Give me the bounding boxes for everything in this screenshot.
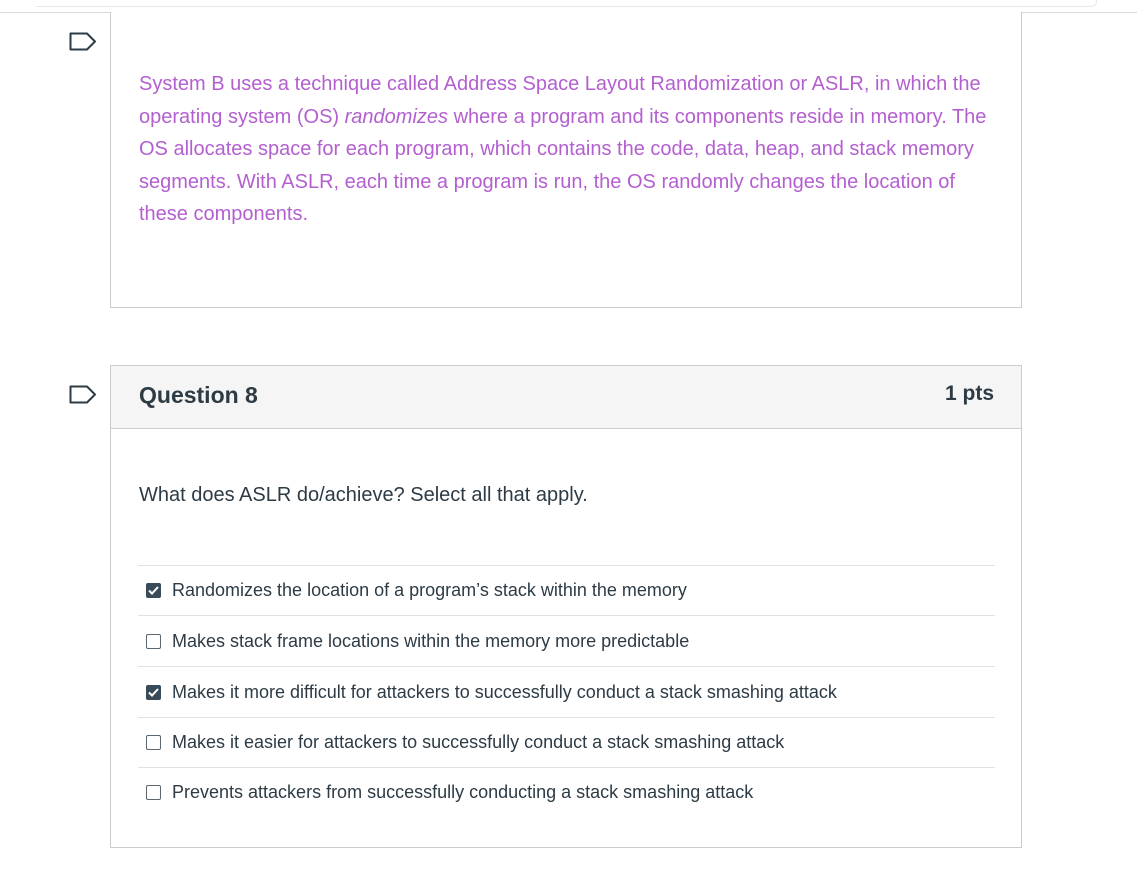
answer-checkbox[interactable] [146,735,161,750]
flag-question-icon[interactable] [69,32,97,51]
answer-label: Prevents attackers from successfully conducting a stack smashing attack [172,782,754,802]
answer-option[interactable] [138,615,995,666]
question-card [110,365,1022,848]
flag-question-8-icon[interactable] [69,385,97,404]
answer-checkbox[interactable] [146,583,161,598]
checkmark-icon [148,688,159,697]
answer-label: Makes it easier for attackers to successfully conduct a stack smashing attack [172,732,785,752]
intro-emphasis: randomizes [344,105,449,128]
answer-option[interactable] [138,717,995,767]
answer-option[interactable] [138,767,995,817]
answer-list [138,565,995,817]
answer-option[interactable] [138,565,995,615]
text-block-card [110,12,1022,308]
answer-option[interactable] [138,666,995,717]
question-prompt: What does ASLR do/achieve? Select all that apply. [139,484,588,506]
answer-label: Randomizes the location of a program’s stack within the memory [172,580,687,600]
question-points: 1 pts [944,382,994,405]
answer-label: Makes stack frame locations within the memory more predictable [172,630,690,651]
answer-checkbox[interactable] [146,634,161,649]
answer-label: Makes it more difficult for attackers to successfully conduct a stack smashing attack [172,681,837,702]
answer-checkbox[interactable] [146,685,161,700]
intro-paragraph: System B uses a technique called Address Space Layout Randomization or ASLR, in which the operating system (OS) randomizes where a program and its components reside in memory. The OS allocates space for each program, which contains the code, data, heap, and stack memory segments. With ASLR, each time a program is run, the OS randomly changes the location of these components. [139,73,987,225]
answer-checkbox[interactable] [146,785,161,800]
checkmark-icon [148,586,159,595]
question-title: Question 8 [139,382,258,408]
question-header [111,366,1021,429]
